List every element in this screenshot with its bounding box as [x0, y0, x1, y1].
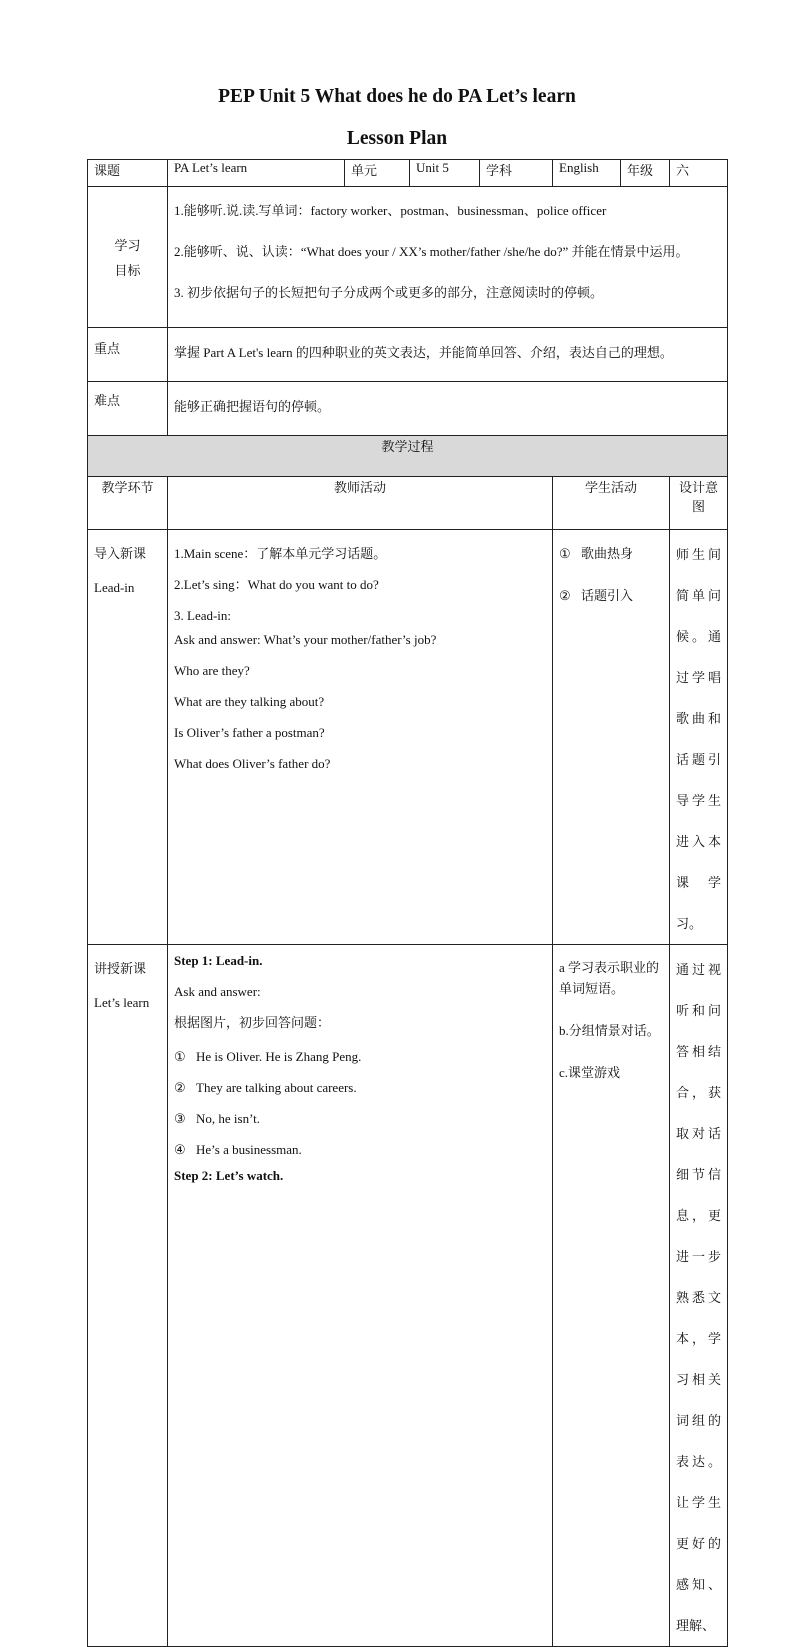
goals-label: 学习 目标: [88, 187, 168, 328]
key-point-label: 重点: [88, 328, 168, 382]
student-activity-cell: [553, 945, 670, 1647]
answer-item: ③ No, he isn’t.: [174, 1111, 261, 1126]
table-row: [88, 530, 728, 945]
stage-name-en: Lead-in: [94, 580, 135, 595]
list-item: 3. Lead-in:: [174, 608, 232, 623]
col-student: 学生活动: [553, 477, 670, 530]
step-heading: Step 2: Let’s watch.: [174, 1168, 284, 1183]
stage-name: 导入新课: [94, 546, 147, 561]
difficulty-label: 难点: [88, 382, 168, 436]
design-intent-cell: 通过视听和问答相结合，获取对话细节信息，更进一步熟悉文本，学习相关词组的表达。让学生更好的感知、理解、: [670, 945, 728, 1647]
difficulty-text: 能够正确把握语句的停顿。: [168, 382, 728, 436]
lesson-plan-table: [87, 159, 728, 1647]
subject-label: 学科: [480, 160, 553, 187]
goal-item: 1.能够听.说.读.写单词：factory worker、postman、businessman、police officer: [174, 203, 607, 218]
grade-value: 六: [670, 160, 728, 187]
answer-item: ④ He’s a businessman.: [174, 1142, 302, 1157]
topic-label: 课题: [88, 160, 168, 187]
design-intent-cell: 师生间简单问候。通过学唱歌曲和话题引导学生进入本课学习。: [670, 530, 728, 945]
page-subtitle: Lesson Plan: [346, 128, 448, 149]
difficulty-row: [88, 382, 728, 436]
teacher-activity-cell: [168, 530, 553, 945]
page-title: PEP Unit 5 What does he do PA Let’s learn: [218, 86, 576, 107]
list-item: 根据图片，初步回答问题：: [174, 1015, 331, 1030]
goal-item: 3. 初步依据句子的长短把句子分成两个或更多的部分，注意阅读时的停顿。: [174, 285, 604, 300]
grade-label: 年级: [621, 160, 670, 187]
step-heading: Step 1: Lead-in.: [174, 953, 263, 968]
stage-name: 讲授新课: [94, 961, 147, 976]
process-heading-row: [88, 436, 728, 477]
stage-name-en: Let’s learn: [94, 995, 150, 1010]
column-header-row: [88, 477, 728, 530]
list-item: ① 歌曲热身: [559, 546, 634, 561]
list-item: Who are they?: [174, 663, 250, 678]
list-item: Ask and answer: What’s your mother/father’s job?: [174, 632, 437, 647]
teacher-activity-cell: [168, 945, 553, 1647]
list-item: c.课堂游戏: [559, 1065, 621, 1080]
stage-cell: [88, 945, 168, 1647]
key-point-text: 掌握 Part A Let's learn 的四种职业的英文表达，并能简单回答、介绍，表达自己的理想。: [168, 328, 728, 382]
header-row: [88, 160, 728, 187]
list-item: 2.Let’s sing：What do you want to do?: [174, 577, 379, 592]
list-item: ② 话题引入: [559, 588, 634, 603]
list-item: What are they talking about?: [174, 694, 325, 709]
unit-label: 单元: [345, 160, 410, 187]
stage-cell: [88, 530, 168, 945]
answer-item: ① He is Oliver. He is Zhang Peng.: [174, 1049, 362, 1064]
list-item: 1.Main scene：了解本单元学习话题。: [174, 546, 387, 561]
list-item: Ask and answer:: [174, 984, 261, 999]
list-item: a 学习表示职业的单词短语。: [559, 960, 660, 996]
list-item: What does Oliver’s father do?: [174, 756, 331, 771]
topic-value: PA Let’s learn: [168, 160, 345, 187]
process-title: 教学过程: [88, 436, 728, 477]
student-activity-cell: [553, 530, 670, 945]
col-design: 设计意图: [670, 477, 728, 530]
goals-row: [88, 187, 728, 328]
subject-value: English: [553, 160, 621, 187]
list-item: Is Oliver’s father a postman?: [174, 725, 325, 740]
key-point-row: [88, 328, 728, 382]
table-row: [88, 945, 728, 1647]
goals-list: [168, 187, 728, 328]
list-item: b.分组情景对话。: [559, 1023, 660, 1038]
goal-item: 2.能够听、说、认读：“What does your / XX’s mother/father /she/he do?” 并能在情景中运用。: [174, 244, 689, 259]
answer-item: ② They are talking about careers.: [174, 1080, 357, 1095]
col-teacher: 教师活动: [168, 477, 553, 530]
unit-value: Unit 5: [410, 160, 480, 187]
col-stage: 教学环节: [88, 477, 168, 530]
